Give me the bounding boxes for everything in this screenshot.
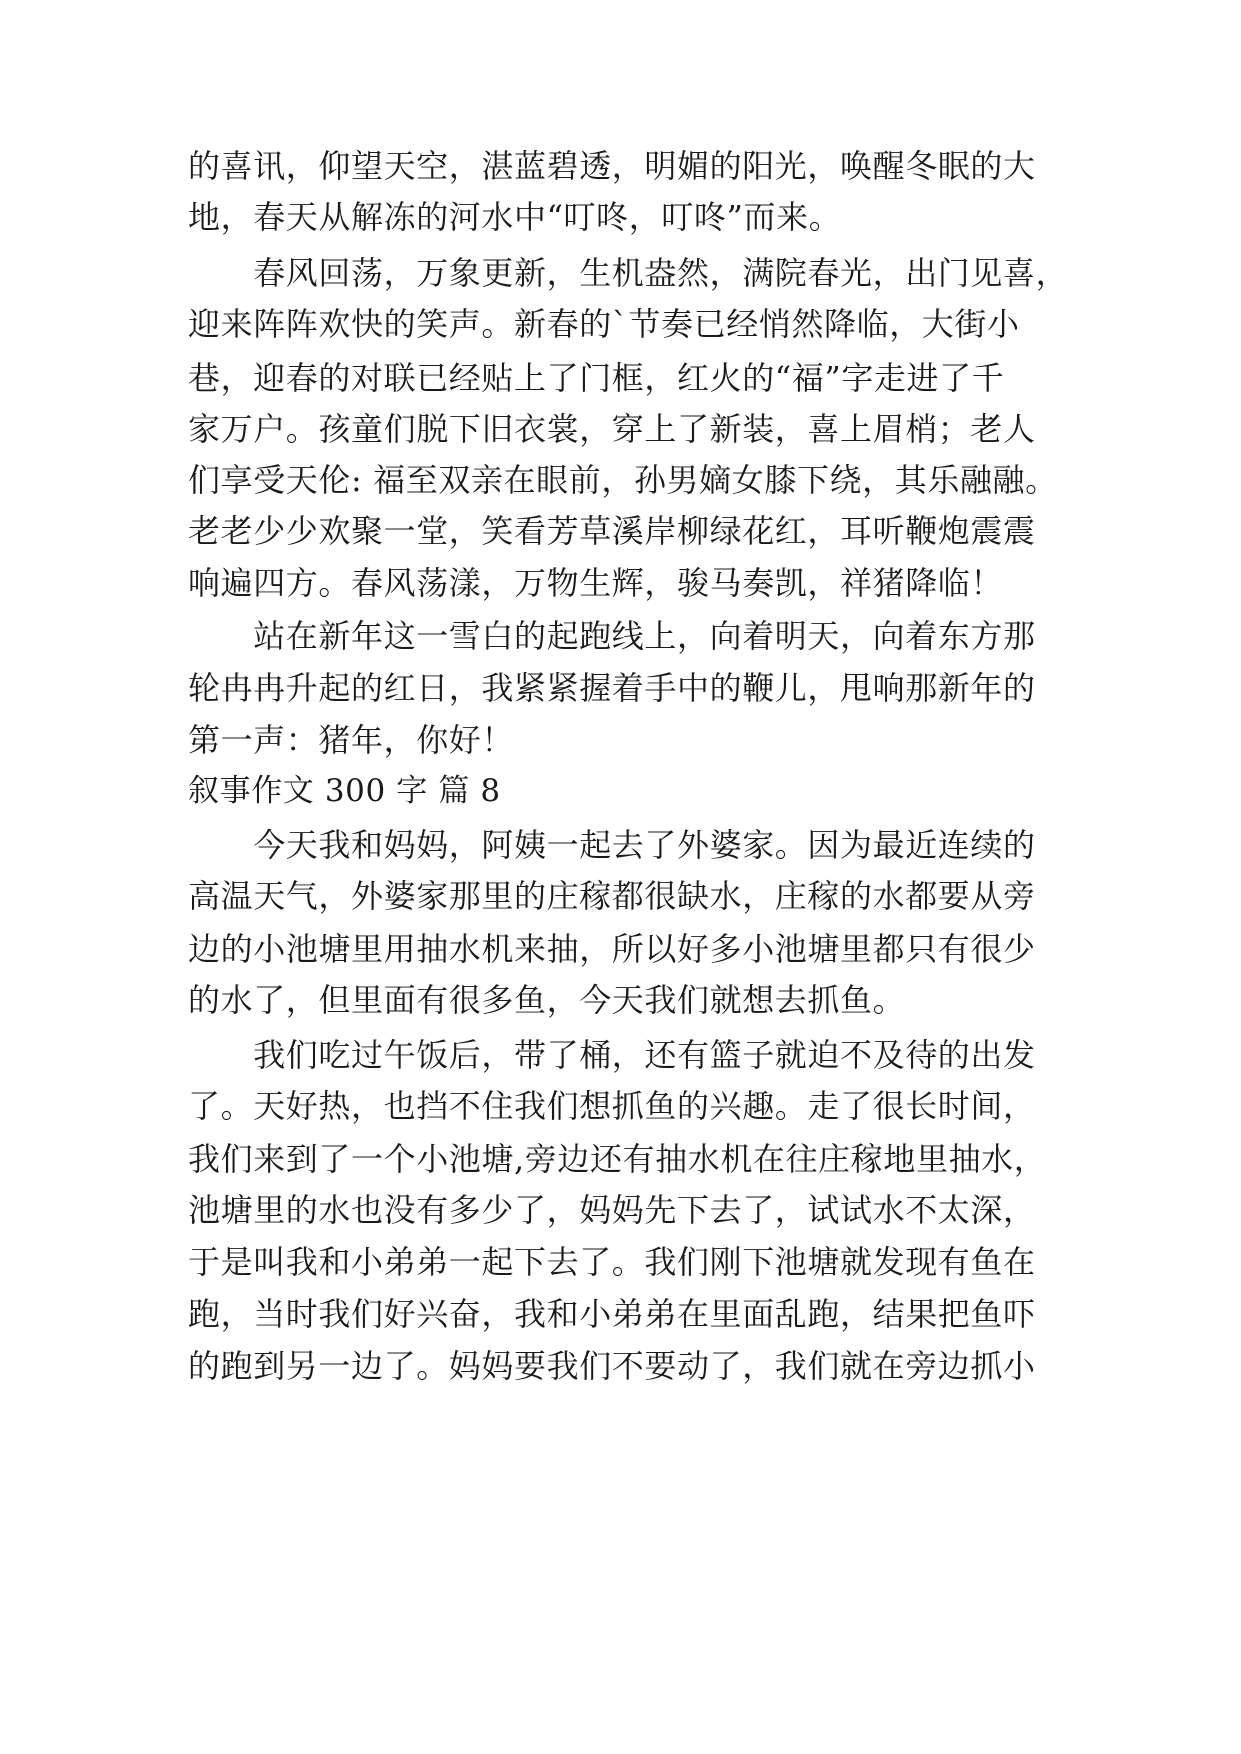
text-line: 老老少少欢聚一堂，笑看芳草溪岸柳绿花红，耳听鞭炮震震 — [188, 512, 1036, 550]
text-line: 我们来到了一个小池塘,旁边还有抽水机在往庄稼地里抽水， — [188, 1140, 1047, 1178]
text-line: 地，春天从解冻的河水中“叮咚，叮咚”而来。 — [188, 198, 842, 236]
text-line: 高温天气，外婆家那里的庄稼都很缺水，庄稼的水都要从旁 — [188, 877, 1036, 915]
text-line: 迎来阵阵欢快的笑声。新春的`节奏已经悄然降临，大街小 — [188, 305, 1020, 343]
section-heading: 叙事作文 300 字 篇 8 — [188, 773, 501, 809]
text-line: 跑，当时我们好兴奋，我和小弟弟在里面乱跑，结果把鱼吓 — [188, 1295, 1036, 1333]
text-line: 巷，迎春的对联已经贴上了门框，红火的“福”字走进了千 — [188, 359, 1005, 397]
paragraph-start-line: 站在新年这一雪白的起跑线上，向着明天，向着东方那 — [188, 617, 1036, 655]
text-line: 家万户。孩童们脱下旧衣裳，穿上了新装，喜上眉梢；老人 — [188, 410, 1036, 448]
text-line: 第一声：猪年，你好！ — [188, 721, 515, 759]
paragraph-start-line: 春风回荡，万象更新，生机盎然，满院春光，出门见喜， — [188, 254, 1069, 292]
text-line: 响遍四方。春风荡漾，万物生辉，骏马奏凯，祥猪降临！ — [188, 564, 1004, 602]
text-line: 了。天好热，也挡不住我们想抓鱼的兴趣。走了很长时间， — [188, 1087, 1036, 1125]
text-line: 的跑到另一边了。妈妈要我们不要动了，我们就在旁边抓小 — [188, 1347, 1036, 1385]
text-line: 们享受天伦: 福至双亲在眼前，孙男嫡女膝下绕，其乐融融。 — [188, 461, 1058, 499]
paragraph-start-line: 我们吃过午饭后，带了桶，还有篮子就迫不及待的出发 — [188, 1036, 1036, 1074]
text-line: 于是叫我和小弟弟一起下去了。我们刚下池塘就发现有鱼在 — [188, 1243, 1036, 1281]
text-line: 的水了，但里面有很多鱼，今天我们就想去抓鱼。 — [188, 981, 906, 1019]
text-line: 的喜讯，仰望天空，湛蓝碧透，明媚的阳光，唤醒冬眠的大 — [188, 147, 1036, 185]
text-line: 边的小池塘里用抽水机来抽，所以好多小池塘里都只有很少 — [188, 930, 1036, 968]
text-line: 池塘里的水也没有多少了，妈妈先下去了，试试水不太深， — [188, 1191, 1036, 1229]
paragraph-start-line: 今天我和妈妈，阿姨一起去了外婆家。因为最近连续的 — [188, 826, 1036, 864]
text-line: 轮冉冉升起的红日，我紧紧握着手中的鞭儿，甩响那新年的 — [188, 669, 1036, 707]
